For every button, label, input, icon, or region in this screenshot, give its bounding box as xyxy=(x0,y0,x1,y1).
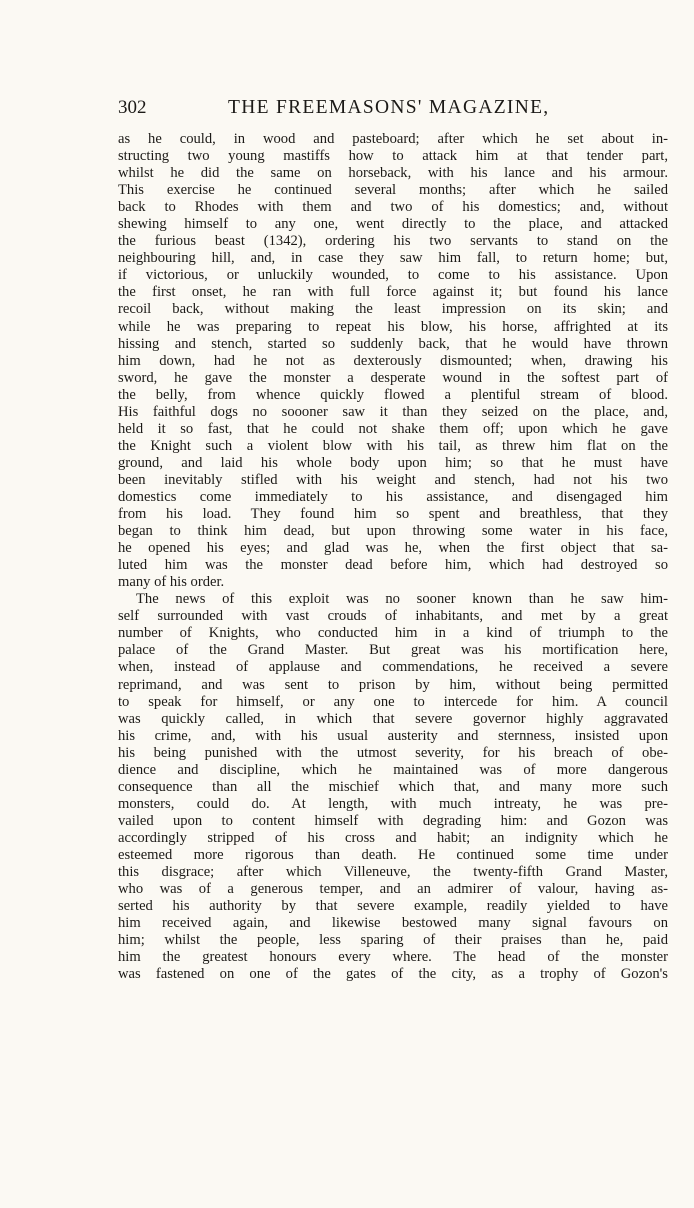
body-text xyxy=(118,131,668,983)
text-line: hissing and stench, started so suddenly back, that he would have thrown xyxy=(118,335,668,352)
text-line: from his load. They found him so spent and breathless, that they xyxy=(118,506,668,523)
text-line: number of Knights, who conducted him in a kind of triumph to the xyxy=(118,625,668,642)
text-line: when, instead of applause and commendations, he received a severe xyxy=(118,659,668,676)
text-line: dience and discipline, which he maintained was of more dangerous xyxy=(118,761,668,778)
text-line: while he was preparing to repeat his blow, his horse, affrighted at its xyxy=(118,318,668,335)
text-line: ground, and laid his whole body upon him; so that he must have xyxy=(118,454,668,471)
text-line: him the greatest honours every where. The head of the monster xyxy=(118,949,668,966)
text-line: monsters, could do. At length, with much intreaty, he was pre- xyxy=(118,795,668,812)
text-line: the furious beast (1342), ordering his two servants to stand on the xyxy=(118,233,668,250)
page-header xyxy=(118,93,666,123)
text-line: His faithful dogs no soooner saw it than they seized on the place, and, xyxy=(118,403,668,420)
running-head: THE FREEMASONS' MAGAZINE, xyxy=(228,97,550,118)
text-line: who was of a generous temper, and an admirer of valour, having as- xyxy=(118,881,668,898)
text-line: self surrounded with vast crouds of inhabitants, and met by a great xyxy=(118,608,668,625)
page-number: 302 xyxy=(118,97,147,118)
text-line: consequence than all the mischief which that, and many more such xyxy=(118,778,668,795)
text-line: many of his order. xyxy=(118,574,225,591)
text-line: was fastened on one of the gates of the city, as a trophy of Gozon's xyxy=(118,966,668,983)
text-line: shewing himself to any one, went directly to the place, and attacked xyxy=(118,216,668,233)
text-line: been inevitably stifled with his weight and stench, had not his two xyxy=(118,471,668,488)
text-line: was quickly called, in which that severe governor highly aggravated xyxy=(118,710,668,727)
text-line: neighbouring hill, and, in case they saw him fall, to return home; but, xyxy=(118,250,668,267)
text-line: his being punished with the utmost severity, for his breach of obe- xyxy=(118,744,668,761)
text-line: esteemed more rigorous than death. He continued some time under xyxy=(118,846,668,863)
text-line: This exercise he continued several months; after which he sailed xyxy=(118,182,668,199)
text-line: luted him was the monster dead before him, which had destroyed so xyxy=(118,557,668,574)
text-line: vailed upon to content himself with degrading him: and Gozon was xyxy=(118,812,668,829)
text-line: as he could, in wood and pasteboard; after which he set about in- xyxy=(118,131,668,147)
text-line: him received again, and likewise bestowed many signal favours on xyxy=(118,915,668,932)
text-line: if victorious, or unluckily wounded, to come to his assistance. Upon xyxy=(118,267,668,284)
text-line: structing two young mastiffs how to attack him at that tender part, xyxy=(118,148,668,165)
text-line: him; whilst the people, less sparing of their praises than he, paid xyxy=(118,932,668,949)
text-line: he opened his eyes; and glad was he, when the first object that sa- xyxy=(118,540,668,557)
text-line: him down, had he not as dexterously dismounted; when, drawing his xyxy=(118,352,668,369)
text-line: this disgrace; after which Villeneuve, the twenty-fifth Grand Master, xyxy=(118,864,668,881)
text-line: his crime, and, with his usual austerity and sternness, insisted upon xyxy=(118,727,668,744)
text-line: serted his authority by that severe example, readily yielded to have xyxy=(118,898,668,915)
text-line: palace of the Grand Master. But great was his mortification here, xyxy=(118,642,668,659)
text-line: recoil back, without making the least impression on its skin; and xyxy=(118,301,668,318)
text-line: held it so fast, that he could not shake them off; upon which he gave xyxy=(118,420,668,437)
text-line: back to Rhodes with them and two of his domestics; and, without xyxy=(118,199,668,216)
text-line: the Knight such a violent blow with his tail, as threw him flat on the xyxy=(118,437,668,454)
text-line: began to think him dead, but upon throwing some water in his face, xyxy=(118,523,668,540)
text-line: accordingly stripped of his cross and habit; an indignity which he xyxy=(118,829,668,846)
text-line: the belly, from whence quickly flowed a plentiful stream of blood. xyxy=(118,386,668,403)
text-line: to speak for himself, or any one to intercede for him. A council xyxy=(118,693,668,710)
text-line: The news of this exploit was no sooner known than he saw him- xyxy=(136,591,668,608)
text-line: domestics come immediately to his assistance, and disengaged him xyxy=(118,488,668,505)
text-line: the first onset, he ran with full force against it; but found his lance xyxy=(118,284,668,301)
text-line: reprimand, and was sent to prison by him, without being permitted xyxy=(118,676,668,693)
text-line: whilst he did the same on horseback, with his lance and his armour. xyxy=(118,165,668,182)
text-line: sword, he gave the monster a desperate wound in the softest part of xyxy=(118,369,668,386)
